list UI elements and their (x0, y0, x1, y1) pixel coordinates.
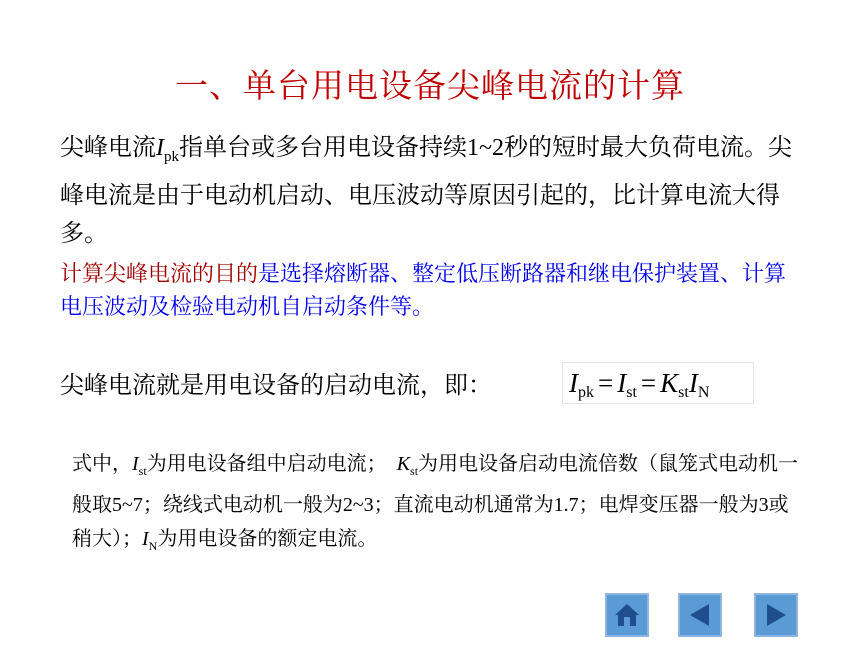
previous-slide-button[interactable] (678, 593, 722, 637)
triangle-left-icon (685, 600, 715, 630)
peak-equals-start-current: 尖峰电流就是用电设备的启动电流，即： (60, 371, 492, 399)
calculation-purpose (60, 258, 800, 324)
purpose-text: 是选择熔断器、整定低压断路器和继电保护装置、计算电压波动及检验电动机自启动条件等。 (60, 262, 787, 320)
next-slide-button[interactable] (754, 593, 798, 637)
purpose-label: 计算尖峰电流的目的 (60, 262, 259, 287)
peak-current-definition: 尖峰电流$I_{pk}$指单台或多台用电设备持续1~2秒的短时最大负荷电流。尖峰电流是由于电动机启动、电压波动等原因引起的，比计算电流大得多。 (60, 133, 792, 247)
formula-explanation: 式中，$I_{st}$为用电设备组中启动电流； $K_{st}$为用电设备启动电流倍数（鼠笼式电动机一般取5~7；绕线式电动机一般为2~3；直流电动机通常为1.7；电焊变压器一般为3或稍大）；$I_N$为用电设备的额定电流。 (72, 451, 799, 553)
symbol-ipk: I (156, 135, 164, 161)
home-icon (612, 600, 642, 630)
peak-current-formula: $I_{pk} = I_{st} = K_{st}I_N$ (562, 362, 754, 404)
home-button[interactable] (605, 593, 649, 637)
slide-title: 一、单台用电设备尖峰电流的计算 (175, 66, 685, 105)
triangle-right-icon (761, 600, 791, 630)
